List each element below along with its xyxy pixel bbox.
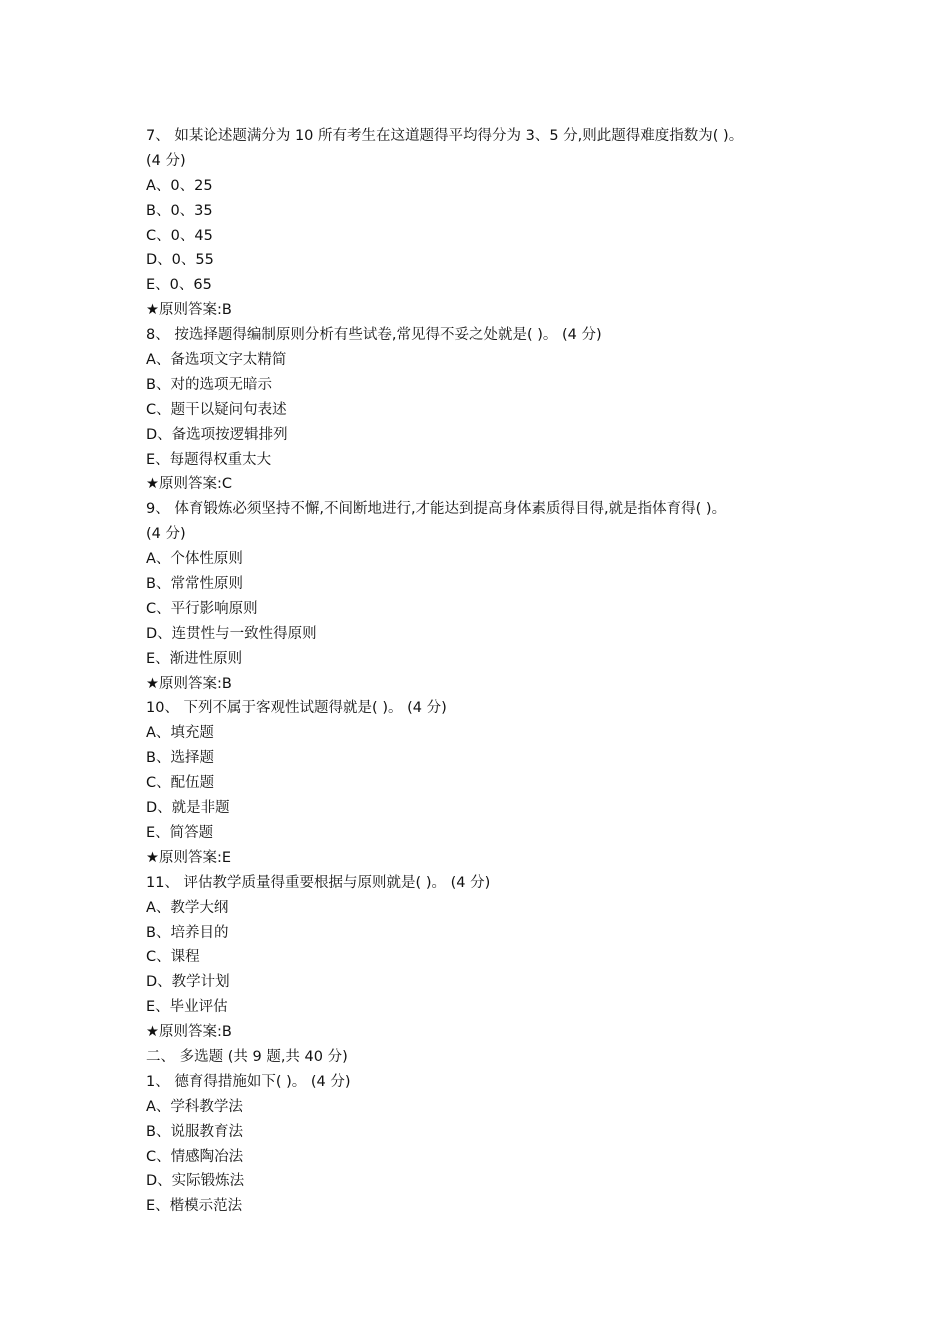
question-m1-option-b: B、说服教育法 bbox=[146, 1123, 243, 1140]
question-10-option-e: E、简答题 bbox=[146, 824, 214, 841]
question-10-option-c: C、配伍题 bbox=[146, 775, 215, 792]
question-9-option-c: C、平行影响原则 bbox=[146, 600, 258, 617]
question-8-option-d: D、备选项按逻辑排列 bbox=[146, 426, 288, 443]
question-9-option-b: B、常常性原则 bbox=[146, 576, 243, 593]
section-heading: 二、 多选题 (共 9 题,共 40 分) bbox=[146, 1048, 348, 1065]
question-8-option-e: E、每题得权重太大 bbox=[146, 451, 272, 468]
question-7-score: (4 分) bbox=[146, 152, 186, 169]
question-7-option-a: A、0、25 bbox=[146, 177, 213, 194]
question-m1-option-c: C、情感陶冶法 bbox=[146, 1148, 244, 1165]
question-10-answer: ★原则答案:E bbox=[146, 849, 232, 866]
question-7-stem: 7、 如某论述题满分为 10 所有考生在这道题得平均得分为 3、5 分,则此题得难度指数为( )。 bbox=[146, 128, 744, 144]
question-m1-option-e: E、楷模示范法 bbox=[146, 1198, 243, 1215]
document-body bbox=[146, 124, 846, 1219]
question-7-option-b: B、0、35 bbox=[146, 202, 213, 219]
question-8-option-b: B、对的选项无暗示 bbox=[146, 376, 272, 393]
question-10-option-b: B、选择题 bbox=[146, 750, 214, 767]
question-8-option-c: C、题干以疑问句表述 bbox=[146, 401, 287, 418]
question-11-option-c: C、课程 bbox=[146, 949, 200, 966]
question-9-option-d: D、连贯性与一致性得原则 bbox=[146, 625, 317, 642]
question-10-option-a: A、填充题 bbox=[146, 725, 214, 742]
question-8-option-a: A、备选项文字太精简 bbox=[146, 352, 287, 369]
question-7-option-e: E、0、65 bbox=[146, 277, 212, 294]
question-9-score: (4 分) bbox=[146, 526, 186, 543]
question-10-stem: 10、 下列不属于客观性试题得就是( )。 (4 分) bbox=[146, 700, 447, 717]
question-11-option-a: A、教学大纲 bbox=[146, 899, 229, 916]
question-10-option-d: D、就是非题 bbox=[146, 800, 230, 817]
question-m1-option-d: D、实际锻炼法 bbox=[146, 1173, 245, 1190]
question-m1-option-a: A、学科教学法 bbox=[146, 1098, 243, 1115]
question-7-option-c: C、0、45 bbox=[146, 227, 213, 244]
question-7-option-d: D、0、55 bbox=[146, 252, 214, 269]
question-11-answer: ★原则答案:B bbox=[146, 1024, 232, 1041]
question-9-answer: ★原则答案:B bbox=[146, 675, 232, 692]
question-9-option-e: E、渐进性原则 bbox=[146, 650, 243, 667]
question-9-option-a: A、个体性原则 bbox=[146, 551, 243, 568]
question-8-answer: ★原则答案:C bbox=[146, 476, 233, 493]
question-8-stem: 8、 按选择题得编制原则分析有些试卷,常见得不妥之处就是( )。 (4 分) bbox=[146, 327, 602, 344]
question-7-answer: ★原则答案:B bbox=[146, 302, 232, 319]
question-11-option-e: E、毕业评估 bbox=[146, 999, 228, 1016]
question-m1-stem: 1、 德育得措施如下( )。 (4 分) bbox=[146, 1073, 351, 1090]
question-11-option-b: B、培养目的 bbox=[146, 924, 229, 941]
question-11-option-d: D、教学计划 bbox=[146, 974, 230, 991]
question-9-stem: 9、 体育锻炼必须坚持不懈,不间断地进行,才能达到提高身体素质得目得,就是指体育得( )。 bbox=[146, 501, 727, 518]
question-11-stem: 11、 评估教学质量得重要根据与原则就是( )。 (4 分) bbox=[146, 874, 491, 891]
